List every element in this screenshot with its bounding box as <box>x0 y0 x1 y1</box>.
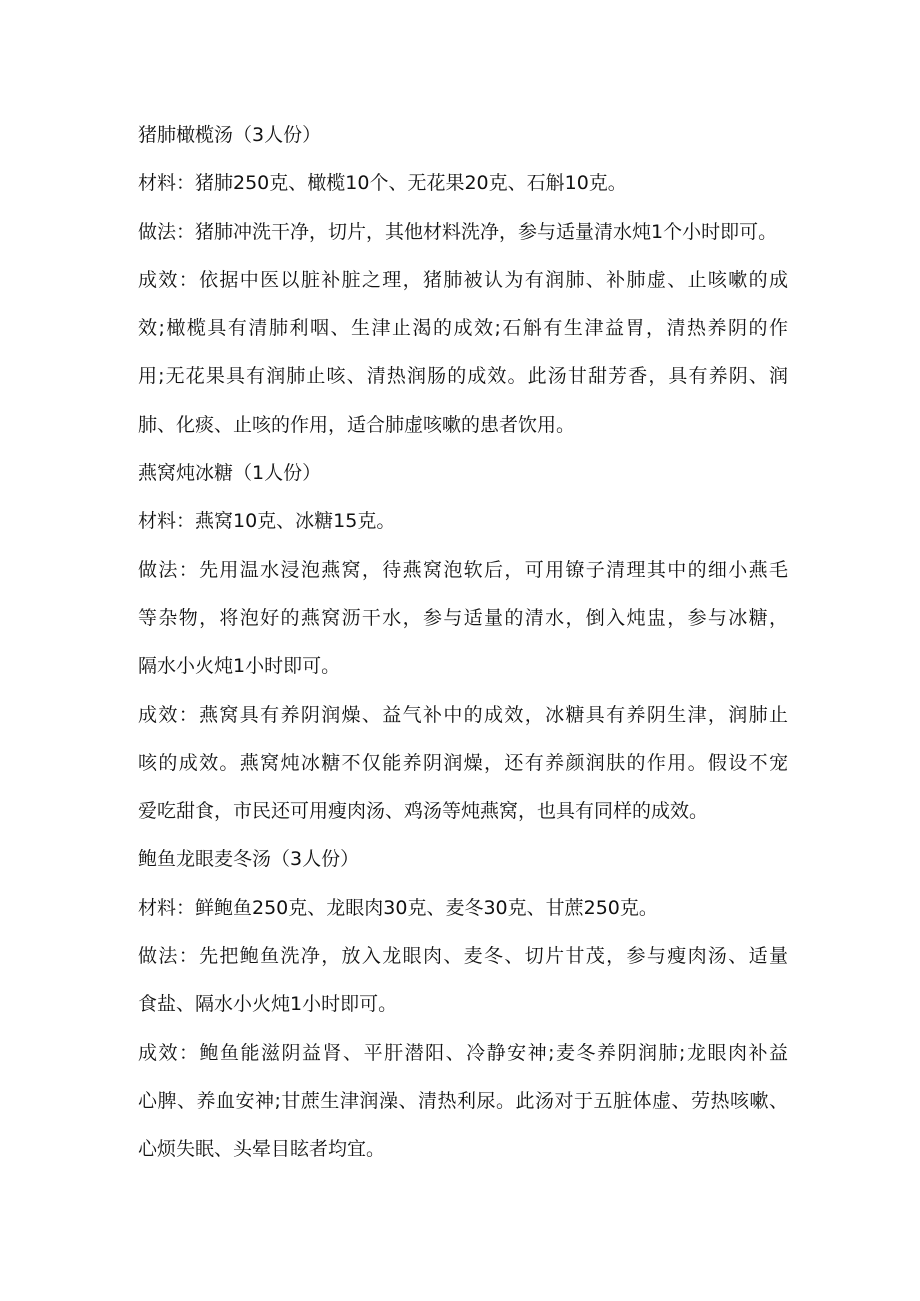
recipe-effect-line: 爱吃甜食，市民还可用瘦肉汤、鸡汤等炖燕窝，也具有同样的成效。 <box>138 800 709 823</box>
recipe-effect-line: 心烦失眠、头晕目眩者均宜。 <box>138 1138 386 1161</box>
recipe-section <box>138 116 788 454</box>
recipe-method-line: 隔水小火炖1小时即可。 <box>138 655 341 678</box>
recipe-effect-line: 效;橄榄具有清肺利咽、生津止渴的成效;石斛有生津益胃，清热养阴的作 <box>138 317 788 340</box>
recipe-materials: 材料：鲜鲍鱼250克、龙眼肉30克、麦冬30克、甘蔗250克。 <box>138 896 658 919</box>
recipe-effect-line: 咳的成效。燕窝炖冰糖不仅能养阴润燥，还有养颜润肤的作用。假设不宠 <box>138 751 788 774</box>
recipe-materials: 材料：燕窝10克、冰糖15克。 <box>138 510 396 533</box>
recipe-title: 猪肺橄榄汤（3人份） <box>138 124 322 146</box>
recipe-materials: 材料：猪肺250克、橄榄10个、无花果20克、石斛10克。 <box>138 172 627 195</box>
recipe-effect-line: 成效：燕窝具有养阴润燥、益气补中的成效，冰糖具有养阴生津，润肺止 <box>138 703 788 726</box>
recipe-method-line: 等杂物，将泡好的燕窝沥干水，参与适量的清水，倒入炖盅，参与冰糖， <box>138 606 788 629</box>
document-body <box>138 116 788 1179</box>
recipe-effect-line: 成效：依据中医以脏补脏之理，猪肺被认为有润肺、补肺虚、止咳嗽的成 <box>138 268 788 291</box>
recipe-section <box>138 840 788 1178</box>
recipe-method-line: 食盐、隔水小火炖1小时即可。 <box>138 993 398 1016</box>
recipe-title: 燕窝炖冰糖（1人份） <box>138 462 322 485</box>
recipe-method-line: 做法：猪肺冲洗干净，切片，其他材料洗净，参与适量清水炖1个小时即可。 <box>138 220 778 243</box>
recipe-effect-line: 用;无花果具有润肺止咳、清热润肠的成效。此汤甘甜芳香，具有养阴、润 <box>138 365 788 388</box>
recipe-section <box>138 454 788 840</box>
recipe-method-line: 做法：先用温水浸泡燕窝，待燕窝泡软后，可用镣子清理其中的细小燕毛 <box>138 558 788 581</box>
recipe-method-line: 做法：先把鲍鱼洗净，放入龙眼肉、麦冬、切片甘茂，参与瘦肉汤、适量 <box>138 945 788 968</box>
recipe-effect-line: 肺、化痰、止咳的作用，适合肺虚咳嗽的患者饮用。 <box>138 413 576 436</box>
recipe-effect-line: 心脾、养血安神;甘蔗生津润澡、清热利尿。此汤对于五脏体虚、劳热咳嗽、 <box>138 1089 788 1112</box>
recipe-title: 鲍鱼龙眼麦冬汤（3人份） <box>138 848 360 871</box>
recipe-effect-line: 成效：鲍鱼能滋阴益肾、平肝潜阳、冷静安神;麦冬养阴润肺;龙眼肉补益 <box>138 1041 788 1064</box>
